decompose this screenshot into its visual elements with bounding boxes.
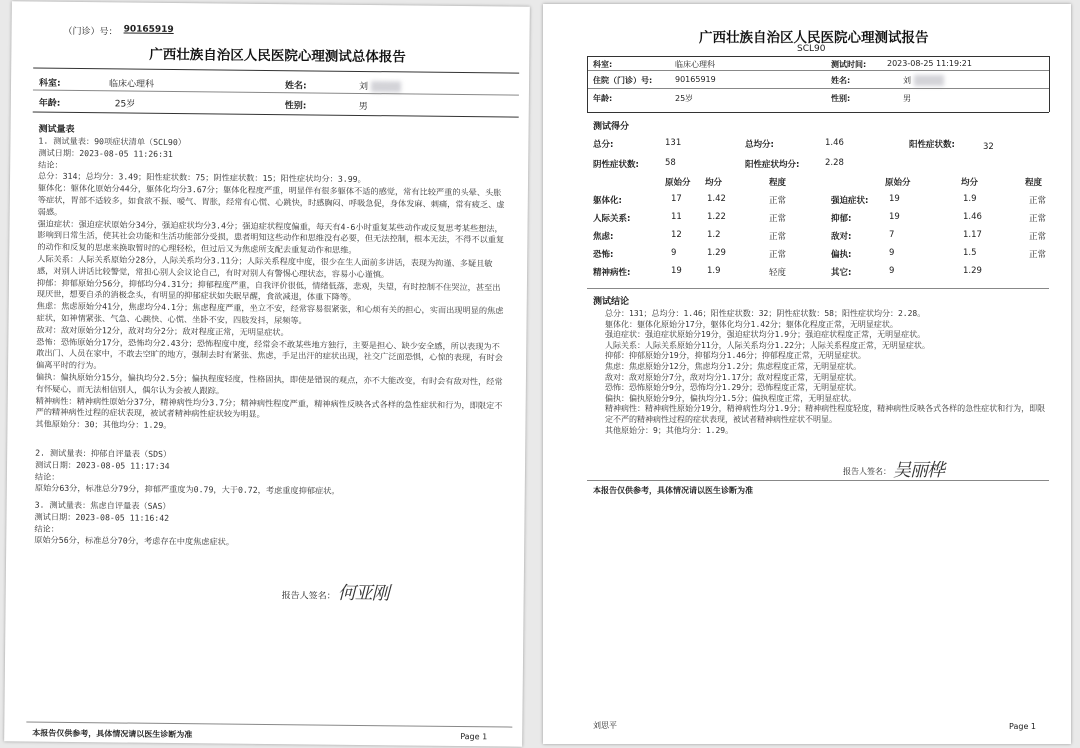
neg-value: 58 bbox=[665, 158, 676, 168]
divider bbox=[33, 112, 519, 118]
page-subtitle: SCL90 bbox=[797, 44, 826, 54]
divider bbox=[33, 68, 519, 74]
factor-name: 其它: bbox=[831, 268, 852, 278]
col-avg-header: 均分 bbox=[961, 178, 979, 188]
factor-raw: 11 bbox=[671, 212, 682, 222]
factor-level: 正常 bbox=[1029, 232, 1047, 242]
factor-level: 正常 bbox=[769, 214, 787, 224]
factor-raw: 9 bbox=[889, 266, 895, 276]
report-line: 偏执：偏执原始分15分，偏执均分2.5分；偏执程度轻度，性格固执，即使是错误的观点，亦不大能改变，有时会有敌对性，经常有怀疑心，而无法相信别人，偶尔认为会被人跟踪。 bbox=[35, 371, 503, 396]
pos-avg-label: 阳性症状均分: bbox=[745, 160, 800, 170]
report-line: 测试日期：2023-08-05 11:26:31 bbox=[38, 147, 173, 159]
neg-label: 阴性症状数: bbox=[593, 160, 639, 170]
frame-line bbox=[1049, 56, 1050, 112]
dept-label: 科室: bbox=[38, 78, 61, 89]
report-line: 偏执：偏执原始分9分，偏执均分1.5分；偏执程度正常，无明显症状。 bbox=[605, 393, 857, 403]
factor-raw: 12 bbox=[671, 230, 682, 240]
col-level-header: 程度 bbox=[1025, 178, 1043, 188]
avg-value: 1.46 bbox=[825, 138, 844, 148]
factor-raw: 7 bbox=[889, 230, 895, 240]
page-number: Page 1 bbox=[1009, 722, 1036, 731]
avg-label: 总均分: bbox=[745, 140, 774, 150]
factor-level: 正常 bbox=[769, 250, 787, 260]
report-line: 敌对：敌对原始分7分，敌对均分1.17分；敌对程度正常，无明显症状。 bbox=[605, 372, 862, 382]
factor-level: 正常 bbox=[769, 196, 787, 206]
conclusion-section-title: 测试结论 bbox=[593, 297, 630, 307]
age-label: 年龄: bbox=[38, 98, 61, 109]
factor-name: 强迫症状: bbox=[831, 196, 869, 206]
sex-label: 性别: bbox=[284, 101, 307, 112]
divider bbox=[587, 56, 1049, 57]
report-line: 焦虑：焦虑原始分41分，焦虑均分4.1分；焦虑程度严重，坐立不安，经常容易很紧张，和心烦有关的担心，实而出现明显的焦虑症状，如神情紧张、气急、心跳快、心慌、坐卧不安，四肢发抖，尿频等。 bbox=[36, 300, 504, 326]
footer-note: 本报告仅供参考，具体情况请以医生诊断为准 bbox=[32, 728, 193, 740]
report-line: 精神病性：精神病性原始分19分，精神病性均分1.9分；精神病性程度轻度，精神病性反映各式各样的急性症状和行为，即限定不严的精神病性过程的症状表现，被试者精神病性症状不明显。 bbox=[605, 404, 1046, 424]
report-line: 结论： bbox=[34, 471, 60, 482]
factor-avg: 1.5 bbox=[963, 248, 977, 258]
divider bbox=[587, 70, 1049, 71]
report-line: 精神病性：精神病性原始分37分，精神病性均分3.7分；精神病性程度严重，精神病性反映各式各样的急性症状和行为，即限定不严的精神病性过程的症状表现，被试者精神病性症状较为明显。 bbox=[35, 395, 503, 420]
report-line: 总分：131；总均分：1.46；阳性症状数：32；阴性症状数：58；阳性症状均分：2.28。 bbox=[605, 309, 926, 318]
name-label: 姓名: bbox=[284, 81, 307, 92]
redacted-name bbox=[914, 75, 944, 86]
report-line: 躯体化：躯体化原始分17分，躯体化均分1.42分；躯体化程度正常，无明显症状。 bbox=[605, 319, 898, 329]
factor-raw: 19 bbox=[889, 194, 900, 204]
factor-name: 躯体化: bbox=[593, 196, 622, 206]
report-line: 恐怖：恐怖原始分17分，恐怖均分2.43分；恐怖程度中度，经常会不敢某些地方独行，主要是担心、缺少安全感，所以表现为不敢出门、人员在家中，不敢去空旷的地方，强制去时有紧张、焦虑，手足出汗的症状出现，社交广泛面恐惧，心惊的表现，有时会偏离平时的行为。 bbox=[36, 336, 503, 371]
sas-conclusion bbox=[34, 500, 504, 552]
scl90-conclusion bbox=[605, 309, 1053, 436]
report-line: 3. 测试量表：焦虑自评量表（SAS） bbox=[34, 499, 171, 511]
section-title: 测试量表 bbox=[38, 124, 75, 135]
clinic-number-value: 90165919 bbox=[123, 24, 174, 36]
factor-name: 偏执: bbox=[831, 250, 852, 260]
divider bbox=[587, 480, 1049, 481]
divider bbox=[33, 90, 519, 96]
total-label: 总分: bbox=[593, 140, 614, 150]
factor-raw: 17 bbox=[671, 194, 682, 204]
age-label: 年龄: bbox=[593, 94, 613, 103]
factor-avg: 1.2 bbox=[707, 230, 721, 240]
report-line: 结论： bbox=[34, 523, 60, 534]
report-line: 原始分63分，标准总分79分，抑郁严重度为0.79，大于0.72，考虑重度抑郁症状。 bbox=[34, 482, 340, 497]
report-line: 1. 测试量表：90项症状清单（SCL90） bbox=[38, 135, 187, 148]
factor-name: 恐怖: bbox=[593, 250, 614, 260]
report-line: 敌对：敌对原始分12分，敌对均分2分；敌对程度正常，无明显症状。 bbox=[36, 324, 289, 337]
divider bbox=[26, 721, 512, 727]
factor-avg: 1.17 bbox=[963, 230, 982, 240]
signature: 何亚刚 bbox=[337, 582, 389, 605]
factor-avg: 1.9 bbox=[707, 266, 721, 276]
factor-name: 焦虑: bbox=[593, 232, 614, 242]
scl90-conclusion bbox=[35, 136, 508, 436]
report-line: 总分：314；总均分：3.49；阳性症状数：75；阴性症状数：15；阳性症状均分：3.99。 bbox=[38, 170, 366, 185]
total-value: 131 bbox=[665, 138, 682, 148]
report-line: 抑郁：抑郁原始分19分，抑郁均分1.46分；抑郁程度正常，无明显症状。 bbox=[605, 351, 866, 361]
page-title: 广西壮族自治区人民医院心理测试报告 bbox=[699, 30, 929, 46]
date-value: 2023-08-25 11:19:21 bbox=[887, 59, 972, 68]
sex-label: 性别: bbox=[831, 94, 851, 103]
name-label: 姓名: bbox=[831, 76, 851, 85]
report-line: 其他原始分：9；其他均分：1.29。 bbox=[605, 425, 734, 435]
pos-label: 阳性症状数: bbox=[909, 140, 955, 150]
col-level-header: 程度 bbox=[769, 178, 787, 188]
factor-level: 正常 bbox=[1029, 250, 1047, 260]
name-value: 刘 bbox=[359, 79, 401, 92]
clinic-label: 住院（门诊）号: bbox=[593, 76, 653, 85]
factor-avg: 1.22 bbox=[707, 212, 726, 222]
factor-level: 正常 bbox=[1029, 196, 1047, 206]
report-line: 强迫症状：强迫症状原始分19分，强迫症状均分1.9分；强迫症状程度正常，无明显症状。 bbox=[605, 330, 926, 340]
clinic-number-label: （门诊）号： bbox=[63, 26, 118, 38]
dept-label: 科室: bbox=[593, 60, 613, 69]
report-line: 测试日期：2023-08-05 11:16:42 bbox=[34, 511, 170, 523]
col-raw-header: 原始分 bbox=[665, 178, 691, 188]
footer-name: 刘思平 bbox=[593, 721, 617, 730]
factor-avg: 1.9 bbox=[963, 194, 977, 204]
report-line: 结论： bbox=[38, 159, 63, 170]
page-title: 广西壮族自治区人民医院心理测试总体报告 bbox=[149, 46, 406, 66]
name-value: 刘 bbox=[903, 75, 944, 86]
col-raw-header: 原始分 bbox=[885, 178, 911, 188]
sex-value: 男 bbox=[358, 101, 368, 113]
date-label: 测试时间: bbox=[831, 60, 867, 69]
redacted-name bbox=[371, 81, 401, 92]
factor-name: 精神病性: bbox=[593, 268, 631, 278]
pos-value: 32 bbox=[983, 142, 994, 152]
factor-raw: 9 bbox=[671, 248, 677, 258]
factor-raw: 19 bbox=[889, 212, 900, 222]
factor-name: 敌对: bbox=[831, 232, 852, 242]
factor-avg: 1.29 bbox=[963, 266, 982, 276]
report-line: 强迫症状：强迫症状原始分34分，强迫症状均分3.4分；强迫症状程度偏重，每天有4-6小时重复某些动作或反复思考某些想法，影响到日常生活，使其社会功能和生活功能部分受损，患者明知这些动作和思维没有必要，但无法控制，根本无法，不得不以重复的动作和反复的思虑来换取暂时的心理轻松，但过后又为焦虑所支配去重复动作和思维。 bbox=[37, 218, 505, 256]
factor-avg: 1.29 bbox=[707, 248, 726, 258]
factor-avg: 1.42 bbox=[707, 194, 726, 204]
report-line: 人际关系：人际关系原始分28分，人际关系均分3.11分；人际关系程度中度，很少在生人面前多讲话，表现为拘谨、多疑且敏感，对别人讲话比较警觉，常担心别人会议论自己，有时对别人有警惕心理状态，容易小心谨慎。 bbox=[37, 253, 493, 280]
report-line: 恐怖：恐怖原始分9分，恐怖均分1.29分；恐怖程度正常，无明显症状。 bbox=[605, 383, 862, 393]
divider bbox=[587, 112, 1049, 113]
sex-value: 男 bbox=[903, 94, 911, 103]
factor-level: 正常 bbox=[769, 232, 787, 242]
signer-label: 报告人签名： bbox=[281, 591, 336, 602]
col-avg-header: 均分 bbox=[705, 178, 723, 188]
pos-avg-value: 2.28 bbox=[825, 158, 844, 168]
dept-value: 临床心理科 bbox=[675, 60, 715, 69]
report-line: 人际关系：人际关系原始分11分，人际关系均分1.22分；人际关系程度正常，无明显症状。 bbox=[605, 340, 930, 350]
clinic-value: 90165919 bbox=[675, 75, 716, 84]
signature: 吴丽桦 bbox=[893, 460, 944, 481]
divider bbox=[587, 288, 1049, 289]
frame-line bbox=[587, 56, 588, 112]
divider bbox=[587, 88, 1049, 89]
dept-value: 临床心理科 bbox=[108, 79, 155, 90]
factor-raw: 9 bbox=[889, 248, 895, 258]
score-section-title: 测试得分 bbox=[593, 122, 630, 132]
page-number: Page 1 bbox=[460, 732, 488, 742]
factor-level: 轻度 bbox=[769, 268, 787, 278]
age-value: 25岁 bbox=[675, 94, 694, 103]
signer-label: 报告人签名： bbox=[843, 467, 891, 476]
factor-raw: 19 bbox=[671, 266, 682, 276]
report-line: 躯体化：躯体化原始分44分，躯体化均分3.67分；躯体化程度严重，明显伴有很多躯体不适的感觉，常有比较严重的头晕、头胀等症状，胃部不适较多，如食欲不振、嗳气、胃胀，经常有心慌、心跳快，时感胸闷、呼吸急促，身体发麻、刺痛，常有疲乏、虚弱感。 bbox=[37, 182, 505, 217]
factor-name: 抑郁: bbox=[831, 214, 852, 224]
report-line: 抑郁：抑郁原始分56分，抑郁均分4.31分；抑郁程度严重，自我评价很低，情绪低落，悲观，失望，有时控制不住哭泣，甚至出现厌世，想要自杀的消极念头，有明显的抑郁症状如失眠早醒，食欲减退，体重下降等。 bbox=[36, 277, 501, 303]
report-line: 焦虑：焦虑原始分12分，焦虑均分1.2分；焦虑程度正常，无明显症状。 bbox=[605, 361, 862, 371]
age-value: 25岁 bbox=[114, 99, 136, 110]
factor-name: 人际关系: bbox=[593, 214, 631, 224]
report-line: 测试日期：2023-08-05 11:17:34 bbox=[34, 459, 170, 471]
footer-note: 本报告仅供参考，具体情况请以医生诊断为准 bbox=[593, 486, 753, 495]
factor-avg: 1.46 bbox=[963, 212, 982, 222]
scl90-report-page bbox=[543, 4, 1071, 744]
report-line: 2. 测试量表：抑郁自评量表（SDS） bbox=[35, 447, 172, 460]
score-summary bbox=[593, 138, 1063, 278]
report-line: 原始分56分，标准总分70分，考虑存在中度焦虑症状。 bbox=[34, 534, 235, 548]
sds-conclusion bbox=[35, 448, 505, 500]
overall-report-page bbox=[4, 1, 530, 746]
factor-level: 正常 bbox=[1029, 214, 1047, 224]
report-line: 其他原始分：30；其他均分：1.29。 bbox=[35, 418, 172, 431]
